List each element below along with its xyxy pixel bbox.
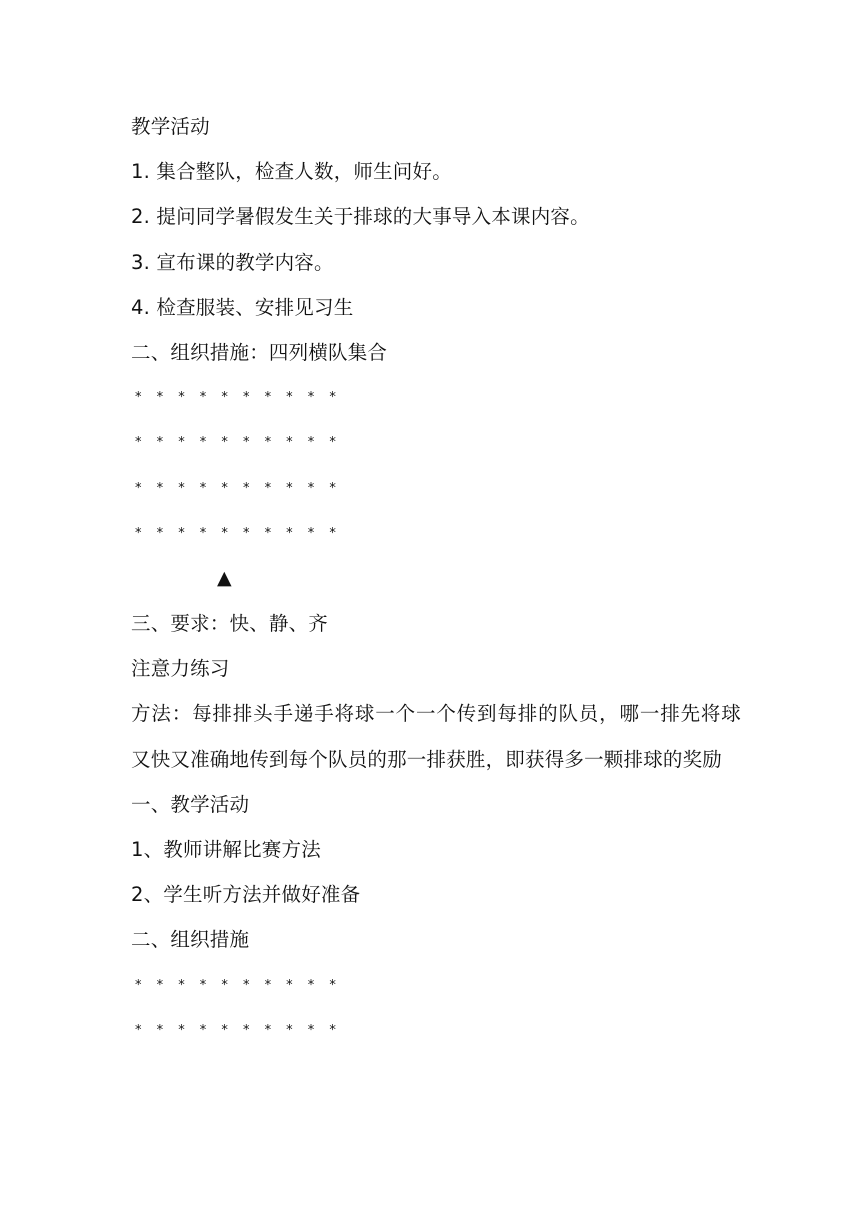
formation-row: * * * * * * * * * * xyxy=(135,480,336,496)
formation-diagram-2 xyxy=(131,963,741,1053)
list-item: 1、教师讲解比赛方法 xyxy=(131,838,321,862)
section-heading: 教学活动 xyxy=(131,115,210,138)
section-heading: 二、组织措施：四列横队集合 xyxy=(131,340,388,364)
formation-row: * * * * * * * * * * xyxy=(135,435,336,451)
document-page xyxy=(131,104,741,1053)
formation-row: * * * * * * * * * * xyxy=(135,977,336,993)
list-item: 3. 宣布课的教学内容。 xyxy=(131,250,334,274)
formation-row: * * * * * * * * * * xyxy=(135,525,336,541)
list-item: 2. 提问同学暑假发生关于排球的大事导入本课内容。 xyxy=(131,205,590,229)
section-heading: 一、教学活动 xyxy=(131,792,250,816)
section-heading: 注意力练习 xyxy=(131,657,230,681)
list-item: 2、学生听方法并做好准备 xyxy=(131,883,361,907)
method-paragraph: 方法：每排排头手递手将球一个一个传到每排的队员，哪一排先将球又快又准确地传到每个队员的那一排获胜，即获得多一颗排球的奖励 xyxy=(131,702,741,771)
teacher-marker-icon: ▲ xyxy=(217,566,232,589)
section-heading: 二、组织措施 xyxy=(131,928,250,952)
list-item: 4. 检查服装、安排见习生 xyxy=(131,295,354,319)
formation-row: * * * * * * * * * * xyxy=(135,390,336,406)
section-heading: 三、要求：快、静、齐 xyxy=(131,612,329,636)
formation-diagram-1 xyxy=(131,375,741,601)
list-item: 1. 集合整队，检查人数，师生问好。 xyxy=(131,160,452,184)
formation-row: * * * * * * * * * * xyxy=(135,1022,336,1038)
